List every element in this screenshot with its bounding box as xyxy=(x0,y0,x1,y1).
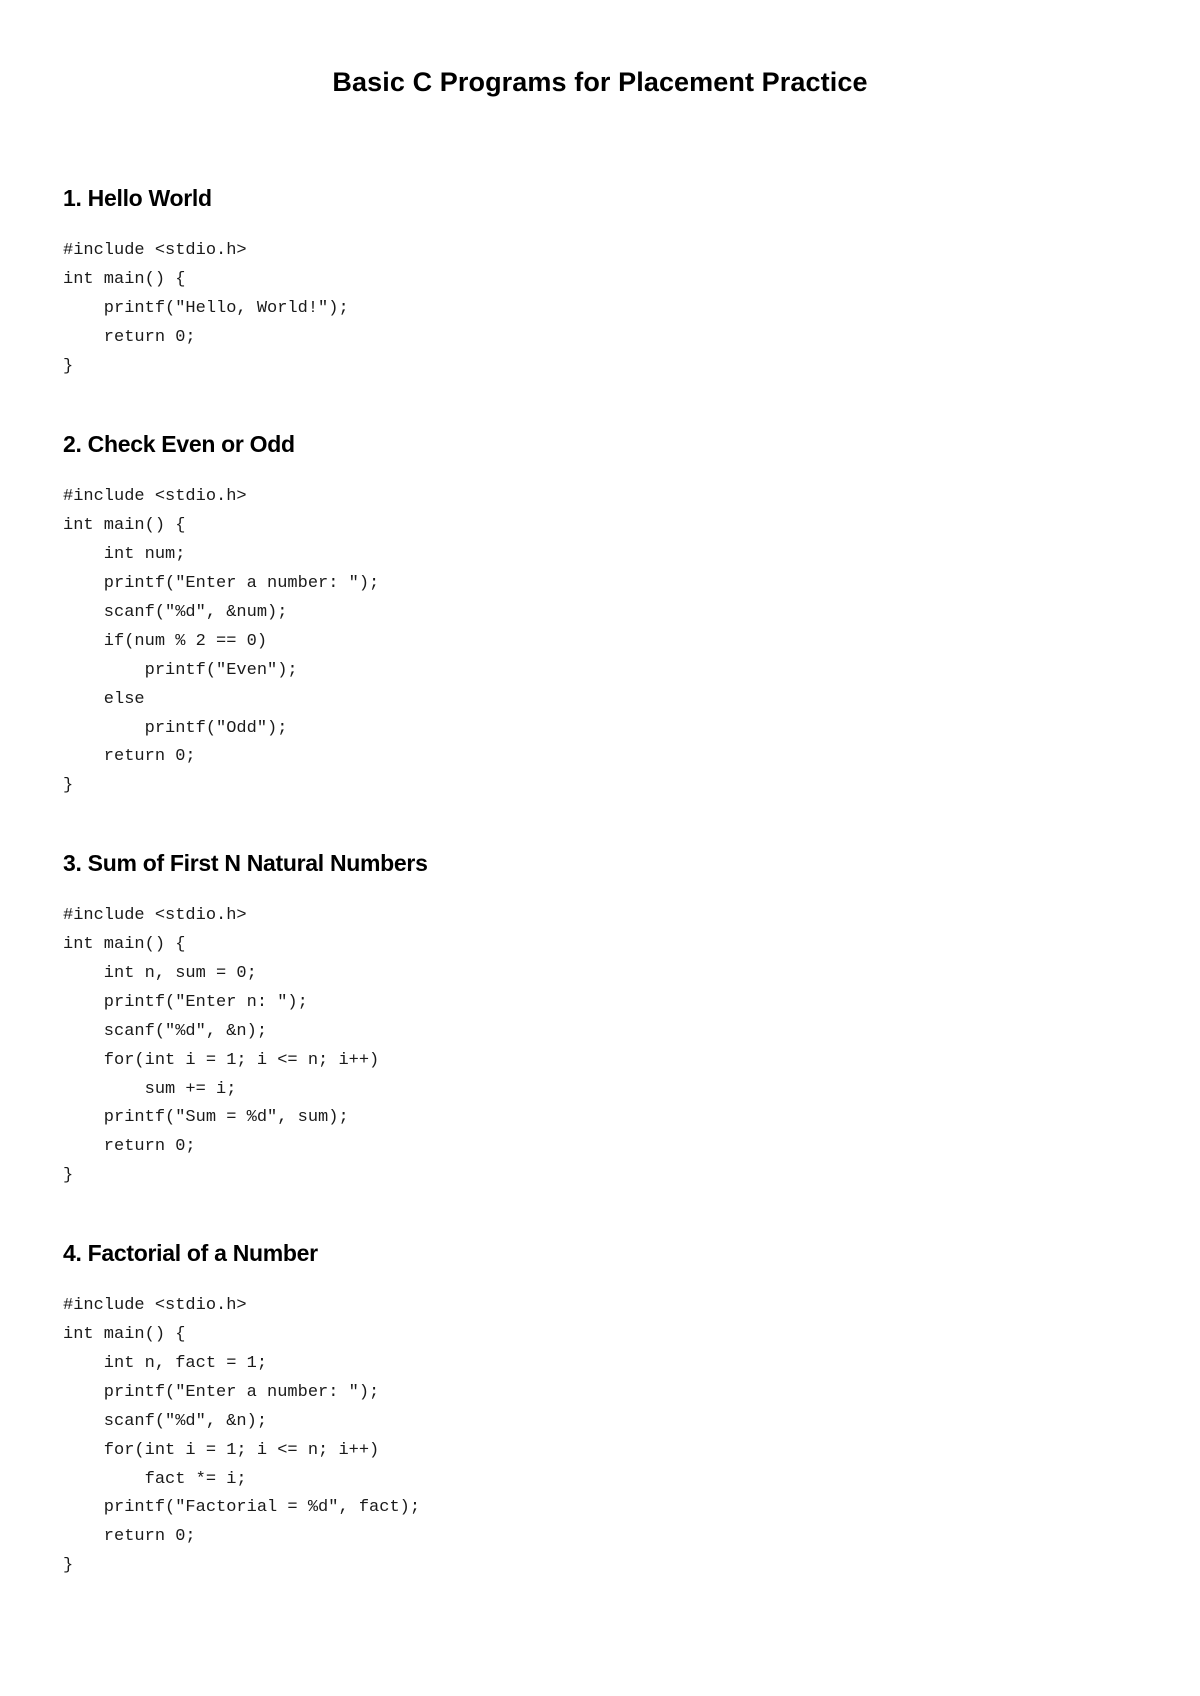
code-line: #include <stdio.h> xyxy=(63,487,247,507)
code-line: scanf("%d", &n); xyxy=(63,1021,268,1041)
code-line: int main() { xyxy=(63,269,186,289)
program-section-sum-natural-numbers xyxy=(63,849,1143,1191)
code-line: printf("Sum = %d", sum); xyxy=(63,1108,349,1128)
code-line: else xyxy=(63,689,145,709)
code-line: fact *= i; xyxy=(63,1469,247,1489)
code-block xyxy=(63,237,1143,381)
code-line: #include <stdio.h> xyxy=(63,1296,247,1316)
section-heading: 2. Check Even or Odd xyxy=(63,431,295,458)
program-section-even-odd xyxy=(63,430,1143,801)
code-line: scanf("%d", &num); xyxy=(63,603,288,623)
code-line: printf("Hello, World!"); xyxy=(63,298,349,318)
section-heading: 3. Sum of First N Natural Numbers xyxy=(63,850,428,877)
code-line: printf("Enter a number: "); xyxy=(63,574,380,594)
code-line: for(int i = 1; i <= n; i++) xyxy=(63,1440,380,1460)
code-line: int main() { xyxy=(63,516,186,536)
document-title: Basic C Programs for Placement Practice xyxy=(332,67,868,97)
code-block xyxy=(63,1292,1143,1581)
code-line: printf("Even"); xyxy=(63,660,298,680)
code-line: int main() { xyxy=(63,935,186,955)
code-block xyxy=(63,483,1143,801)
code-line: printf("Enter a number: "); xyxy=(63,1382,380,1402)
code-line: printf("Enter n: "); xyxy=(63,992,308,1012)
code-line: return 0; xyxy=(63,327,196,347)
program-list xyxy=(63,184,1143,1581)
code-line: int n, fact = 1; xyxy=(63,1353,268,1373)
code-line: #include <stdio.h> xyxy=(63,906,247,926)
section-heading: 4. Factorial of a Number xyxy=(63,1240,318,1267)
code-block xyxy=(63,902,1143,1191)
code-line: } xyxy=(63,776,74,796)
code-line: for(int i = 1; i <= n; i++) xyxy=(63,1050,380,1070)
code-line: printf("Odd"); xyxy=(63,718,288,738)
code-line: sum += i; xyxy=(63,1079,237,1099)
code-line: int main() { xyxy=(63,1325,186,1345)
code-line: return 0; xyxy=(63,1527,196,1547)
code-line: scanf("%d", &n); xyxy=(63,1411,268,1431)
code-line: int num; xyxy=(63,545,186,565)
section-heading: 1. Hello World xyxy=(63,185,212,211)
code-line: #include <stdio.h> xyxy=(63,241,247,260)
program-section-hello-world xyxy=(63,184,1143,381)
code-line: return 0; xyxy=(63,1137,196,1157)
code-line: } xyxy=(63,356,74,376)
program-section-factorial xyxy=(63,1239,1143,1581)
code-line: if(num % 2 == 0) xyxy=(63,631,268,651)
code-line: } xyxy=(63,1166,74,1186)
code-line: return 0; xyxy=(63,747,196,767)
code-line: } xyxy=(63,1556,74,1576)
code-line: printf("Factorial = %d", fact); xyxy=(63,1498,421,1518)
code-line: int n, sum = 0; xyxy=(63,964,257,984)
